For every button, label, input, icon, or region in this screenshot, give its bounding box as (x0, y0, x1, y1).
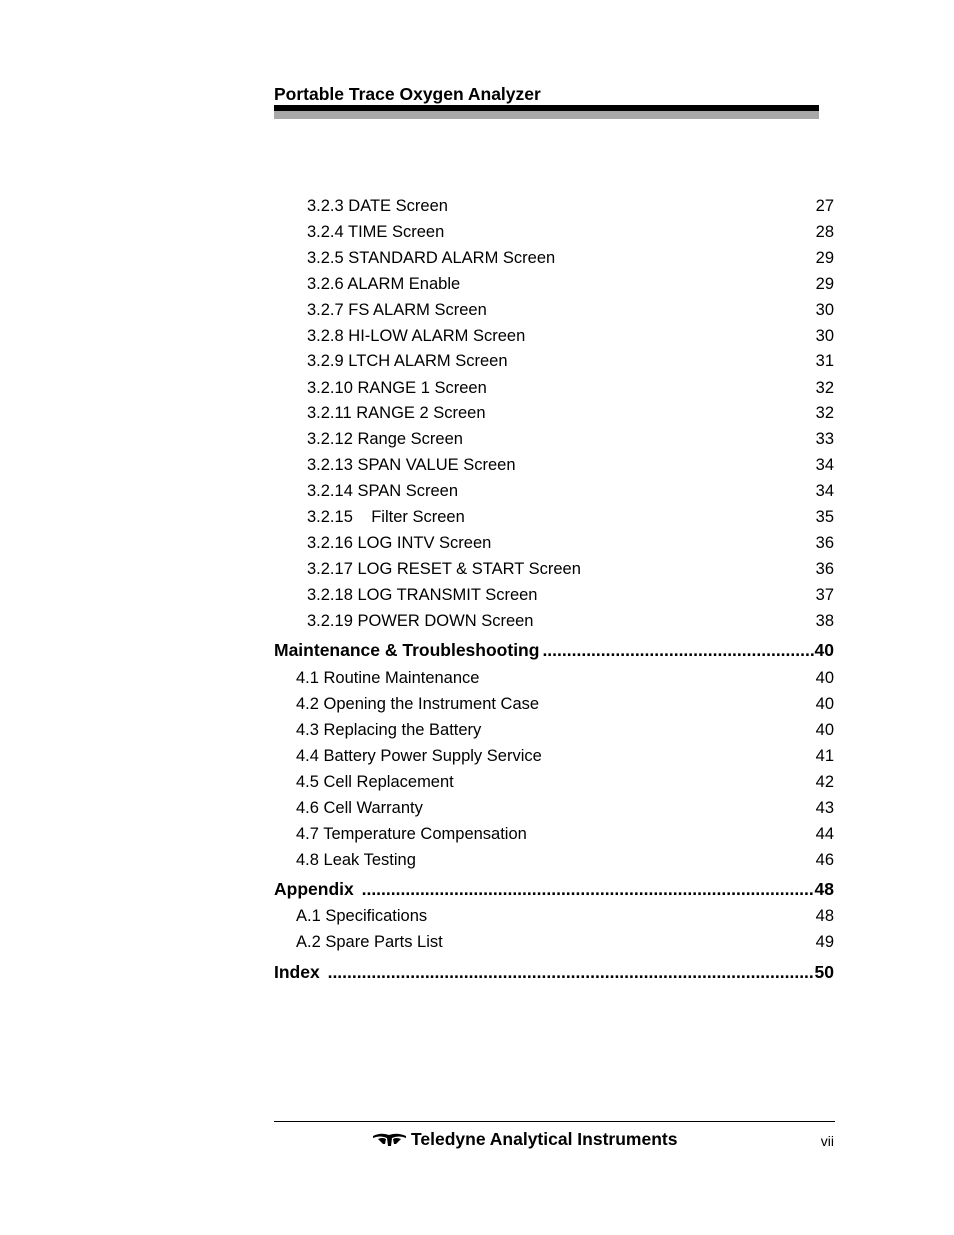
teledyne-logo-icon (373, 1132, 406, 1146)
toc-entry-3-2-4[interactable]: 3.2.4 TIME Screen 28 (307, 223, 834, 241)
toc-entry-a-2[interactable]: A.2 Spare Parts List 49 (296, 933, 834, 951)
toc-entry-4-8[interactable]: 4.8 Leak Testing 46 (296, 851, 834, 869)
toc-entry-4-5[interactable]: 4.5 Cell Replacement 42 (296, 773, 834, 791)
toc-entry-3-2-9[interactable]: 3.2.9 LTCH ALARM Screen 31 (307, 352, 834, 370)
toc-entry-3-2-3[interactable]: 3.2.3 DATE Screen 27 (307, 197, 834, 215)
toc-entry-3-2-10[interactable]: 3.2.10 RANGE 1 Screen 32 (307, 379, 834, 397)
footer-rule (274, 1121, 835, 1122)
toc-entry-4-3[interactable]: 4.3 Replacing the Battery 40 (296, 721, 834, 739)
toc-entry-3-2-6[interactable]: 3.2.6 ALARM Enable 29 (307, 275, 834, 293)
toc-chapter-maintenance[interactable]: Maintenance & Troubleshooting ..... 40 (274, 640, 834, 660)
footer-page-number: vii (820, 1133, 834, 1149)
toc-entry-3-2-5[interactable]: 3.2.5 STANDARD ALARM Screen 29 (307, 249, 834, 267)
toc-entry-4-6[interactable]: 4.6 Cell Warranty 43 (296, 799, 834, 817)
toc-entry-3-2-19[interactable]: 3.2.19 POWER DOWN Screen 38 (307, 612, 834, 630)
toc-entry-a-1[interactable]: A.1 Specifications 48 (296, 907, 834, 925)
toc-entry-3-2-8[interactable]: 3.2.8 HI-LOW ALARM Screen 30 (307, 327, 834, 345)
toc-entry-3-2-12[interactable]: 3.2.12 Range Screen 33 (307, 430, 834, 448)
toc-entry-4-1[interactable]: 4.1 Routine Maintenance 40 (296, 669, 834, 687)
toc-chapter-appendix[interactable]: Appendix ..... 48 (274, 879, 834, 899)
toc-entry-4-4[interactable]: 4.4 Battery Power Supply Service 41 (296, 747, 834, 765)
toc-entry-4-2[interactable]: 4.2 Opening the Instrument Case 40 (296, 695, 834, 713)
toc-entry-3-2-18[interactable]: 3.2.18 LOG TRANSMIT Screen 37 (307, 586, 834, 604)
toc-entry-3-2-11[interactable]: 3.2.11 RANGE 2 Screen 32 (307, 404, 834, 422)
header-rule-shadow (274, 111, 819, 119)
running-header-title: Portable Trace Oxygen Analyzer (274, 84, 541, 104)
toc-chapter-index[interactable]: Index ..... 50 (274, 962, 834, 982)
toc-entry-3-2-7[interactable]: 3.2.7 FS ALARM Screen 30 (307, 301, 834, 319)
toc-entry-3-2-14[interactable]: 3.2.14 SPAN Screen 34 (307, 482, 834, 500)
footer-company-name: Teledyne Analytical Instruments (411, 1129, 678, 1149)
toc-entry-3-2-17[interactable]: 3.2.17 LOG RESET & START Screen 36 (307, 560, 834, 578)
toc-entry-3-2-15[interactable]: 3.2.15 Filter Screen 35 (307, 508, 834, 526)
toc-entry-4-7[interactable]: 4.7 Temperature Compensation 44 (296, 825, 834, 843)
toc-entry-3-2-16[interactable]: 3.2.16 LOG INTV Screen 36 (307, 534, 834, 552)
toc-entry-3-2-13[interactable]: 3.2.13 SPAN VALUE Screen 34 (307, 456, 834, 474)
